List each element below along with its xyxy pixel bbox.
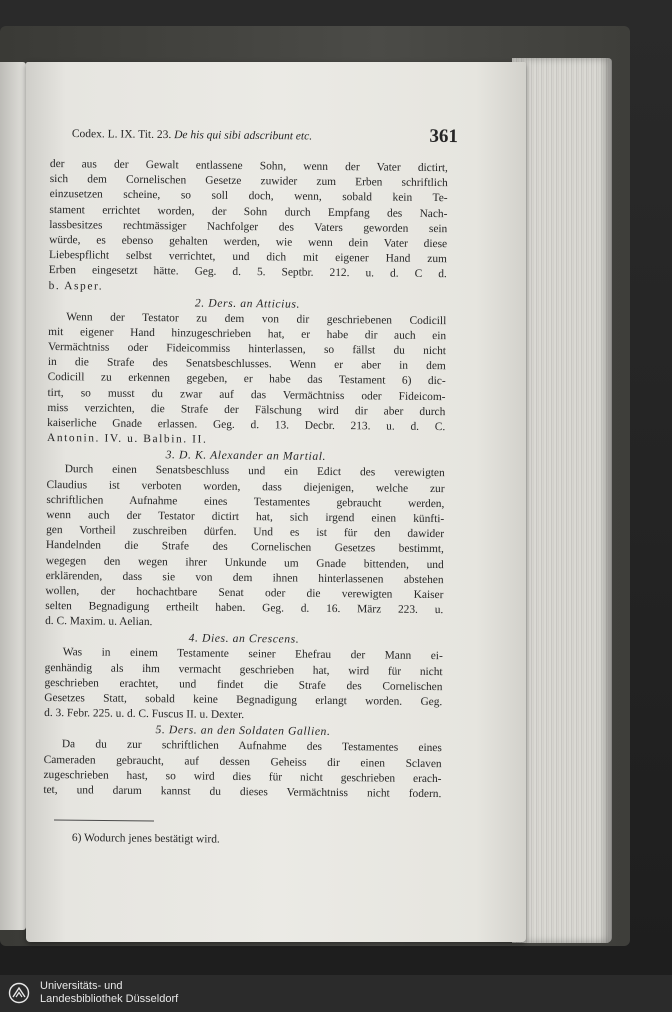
section-heading: 3. D. K. Alexander an Martial. bbox=[165, 448, 327, 464]
left-page-edge bbox=[0, 62, 26, 930]
paragraph-continuation bbox=[49, 157, 448, 298]
text-line: Handelnden die Strafe des Cornelischen Gesetzes bestimmt, bbox=[45, 539, 444, 556]
text-line: stament errichtet worden, der Sohn durch Empfang des Nach- bbox=[49, 203, 448, 220]
text-line: gen Vortheil zuschreiben dürfen. Und es ist für den dawider bbox=[46, 524, 445, 541]
text-line: selten Begnadigung ertheilt haben. Geg. d. 16. März 223. u. bbox=[45, 600, 444, 617]
text-line: Was in einem Testamente seiner Ehefrau der Mann ei- bbox=[62, 646, 443, 663]
text-line: tirt, so musst du zwar auf das Vermächtniss oder Fideicom- bbox=[47, 386, 446, 403]
institution-name bbox=[40, 980, 178, 1006]
text-line: Antonin. IV. u. Balbin. II. bbox=[46, 432, 208, 446]
text-line: der aus der Gewalt entlassene Sohn, wenn der Vater dictirt, bbox=[49, 157, 448, 175]
text-line: einzusetzen scheine, so soll doch, wenn, sobald kein Te- bbox=[49, 188, 448, 205]
institution-line-2: Landesbibliothek Düsseldorf bbox=[40, 993, 179, 1005]
text-line: sich dem Cornelischen Gesetze zuwider zum Erben schriftlich bbox=[49, 173, 448, 190]
text-line: Erben eingesetzt hätte. Geg. d. 5. Septbr. 212. u. d. C d. bbox=[48, 264, 447, 281]
text-line: würde, es ebenso gehalten werden, wie wenn dein Vater diese bbox=[49, 233, 448, 251]
text-line: erklärenden, dass sie von dem ihnen hinterlassenen abstehen bbox=[45, 569, 444, 586]
text-line: d. 3. Febr. 225. u. d. C. Fuscus II. u. Dexter. bbox=[44, 707, 245, 722]
text-line: Da du zur schriftlichen Aufnahme des Testamentes eines bbox=[61, 738, 442, 755]
text-line: tet, und darum kannst du dieses Vermächtniss nicht fodern. bbox=[43, 783, 442, 801]
page-stack-edge bbox=[512, 58, 612, 943]
text-line: Cameraden gebraucht, auf dessen Geheiss dir einen Sclaven bbox=[43, 753, 442, 770]
text-line: miss verzichten, die Strafe der Fälschung wird dir aber durch bbox=[47, 401, 446, 418]
text-line: kaiserliche Gnade erlassen. Geg. d. 13. Decbr. 213. u. d. C. bbox=[47, 416, 446, 434]
running-head-title bbox=[72, 128, 312, 143]
text-line: zugeschrieben hast, so wird dies für nicht geschrieben erach- bbox=[43, 768, 442, 785]
page-number: 361 bbox=[429, 125, 458, 148]
text-line: Durch einen Senatsbeschluss und ein Edict des verewigten bbox=[64, 463, 445, 480]
institution-line-1: Universitäts- und bbox=[40, 980, 123, 992]
text-line: Codicill zu erkennen gegeben, er habe das Testament 6) dic- bbox=[47, 371, 446, 388]
text-line: Gesetzes Statt, sobald keine Begnadigung erlangt worden. Geg. bbox=[44, 691, 443, 709]
text-line: wollen, der hochachtbare Senat oder die verewigten Kaiser bbox=[45, 584, 444, 602]
text-line: Liebespflicht selbst verrichtet, und dich mit eigener Hand zum bbox=[48, 249, 448, 266]
text-line: genhändig als ihm vermacht geschrieben hat, wird für nicht bbox=[44, 661, 443, 678]
text-line: in die Strafe des Senatsbeschlusses. Wenn er aber in dem bbox=[47, 356, 446, 373]
text-line: schriftlichen Aufnahme eines Testamentes gebraucht werden, bbox=[46, 493, 445, 510]
text-line: mit eigener Hand hinzugeschrieben hat, er habe dir auch ein bbox=[48, 325, 447, 343]
section-heading: 4. Dies. an Crescens. bbox=[188, 631, 300, 647]
library-logo-icon bbox=[8, 982, 30, 1004]
text-line: Claudius ist verboten worden, dass diejenigen, welche zur bbox=[46, 478, 445, 495]
section-heading: 5. Ders. an den Soldaten Gallien. bbox=[155, 723, 331, 739]
section-5 bbox=[43, 721, 442, 802]
text-line: geschrieben erachtet, und findet die Strafe des Cornelischen bbox=[44, 676, 443, 693]
section-3 bbox=[45, 446, 445, 633]
text-line: Vermächtniss oder Fideicommiss hinterlassen, so fällst du nicht bbox=[47, 341, 447, 358]
running-head-prefix: Codex. L. IX. Tit. 23. bbox=[71, 127, 172, 142]
section-2 bbox=[47, 294, 447, 451]
text-line: Wenn der Testator zu dem von dir geschriebenen Codicill bbox=[66, 310, 447, 327]
text-line: b. Asper. bbox=[48, 279, 104, 293]
running-head-italic: De his qui sibi adscribunt etc. bbox=[174, 129, 313, 143]
running-head bbox=[72, 124, 458, 150]
page-body bbox=[43, 157, 448, 802]
footnote: 6) Wodurch jenes bestätigt wird. bbox=[71, 832, 220, 846]
section-heading: 2. Ders. an Atticius. bbox=[194, 296, 301, 311]
text-line: wenn auch der Testator dictirt hat, sich irgend einen künfti- bbox=[46, 508, 445, 526]
text-line: lassbesitzes rechtmässiger Nachfolger des Vaters geworden sein bbox=[49, 218, 448, 235]
text-line: wegegen den wegen ihrer Unkunde um Gnade bittenden, und bbox=[45, 554, 444, 571]
text-line: d. C. Maxim. u. Aelian. bbox=[45, 615, 153, 629]
section-4 bbox=[44, 629, 443, 725]
